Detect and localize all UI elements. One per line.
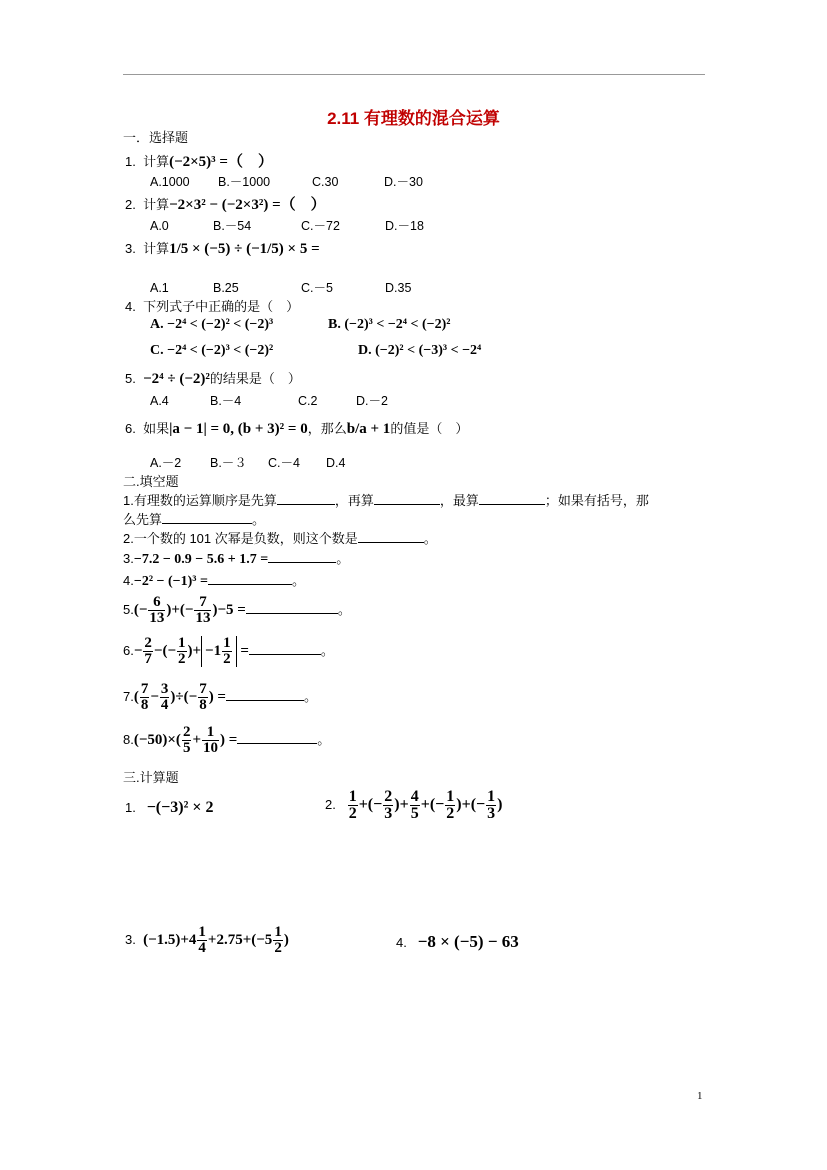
page-title: 2.11 有理数的混合运算	[327, 109, 500, 128]
option: D.－30	[384, 175, 423, 189]
question-text: 下列式子中正确的是（ ）	[143, 299, 300, 314]
fill-question-6	[123, 636, 334, 667]
option: D.35	[385, 281, 412, 295]
fill-question-4	[123, 570, 305, 590]
fill-text: 。	[336, 551, 350, 566]
question-number: 1.	[125, 800, 136, 815]
answer-blank[interactable]	[479, 492, 545, 505]
option: B.－３	[210, 456, 247, 470]
question-number: 4.	[396, 935, 407, 950]
fill-text: 。	[291, 573, 305, 588]
question-condition: |a − 1| = 0, (b + 3)² = 0	[169, 421, 308, 437]
fill-text: ，再算	[334, 493, 374, 508]
option: C.－4	[268, 456, 300, 470]
option: A.－2	[150, 456, 182, 470]
answer-blank[interactable]	[246, 601, 338, 614]
option: A.4	[150, 394, 169, 408]
question-prefix: 计算	[143, 241, 170, 256]
question-prefix: 如果	[143, 421, 170, 436]
option-q4-b: B. (−2)³ < −2⁴ < (−2)²	[328, 317, 451, 332]
fill-question-7	[123, 682, 317, 713]
section-heading-choice: 一．选择题	[123, 130, 189, 145]
question-number: 1.	[125, 154, 136, 169]
question-3	[125, 238, 320, 258]
answer-blank[interactable]	[277, 492, 335, 505]
option-q4-a: A. −2⁴ < (−2)² < (−2)³	[150, 317, 274, 332]
question-expression: −8 × (−5) − 63	[417, 932, 519, 951]
answer-blank[interactable]	[162, 511, 252, 524]
question-suffix: 的结果是（ ）	[209, 371, 301, 386]
question-expression: − $\frac{2}{7}$ −(− $\frac{1}{2}$ )+ −1 $\frac{1}{2}$ =	[133, 635, 249, 667]
question-expression: b/a + 1	[346, 421, 391, 437]
answer-blank[interactable]	[237, 731, 317, 744]
question-expression: −2×3² − (−2×3²) =（ ）	[169, 197, 326, 213]
question-expression: (−50)×( $\frac{2}{5}$ + $\frac{1}{10}$ ) =	[133, 724, 238, 756]
fill-text: 。	[317, 731, 331, 747]
question-expression: (−1.5)+4 $\frac{1}{4}$ +2.75+(−5 $\frac{1}{2}$ )	[143, 924, 289, 956]
question-expression: −2⁴ ÷ (−2)²	[143, 371, 210, 387]
option: B.－1000	[218, 175, 271, 189]
question-number: 8.	[123, 731, 134, 747]
section-heading-calc: 三.计算题	[123, 770, 179, 785]
question-2	[125, 193, 326, 214]
question-expression: −2² − (−1)³ =	[133, 574, 208, 589]
options-q3	[150, 278, 411, 296]
question-number: 2.	[325, 797, 336, 813]
calc-question-3	[125, 925, 289, 956]
question-prefix: 计算	[143, 154, 170, 169]
question-expression: ( $\frac{7}{8}$ − $\frac{3}{4}$ )÷(− $\frac{7}{8}$ ) =	[133, 681, 226, 713]
question-6	[125, 418, 468, 438]
fill-text: 么先算	[123, 512, 163, 527]
answer-blank[interactable]	[208, 572, 292, 585]
option-q4-c: C. −2⁴ < (−2)³ < (−2)²	[150, 343, 274, 358]
answer-blank[interactable]	[268, 550, 336, 563]
question-number: 4.	[125, 299, 136, 314]
question-expression: −7.2 − 0.9 − 5.6 + 1.7 =	[133, 552, 269, 567]
option: C.2	[298, 394, 318, 408]
section-heading-fill: 二.填空题	[123, 474, 179, 489]
fill-text: 。	[303, 688, 317, 704]
fill-question-1-cont	[123, 509, 265, 528]
option: A.1000	[150, 175, 190, 189]
question-number: 3.	[123, 551, 134, 566]
options-q6	[150, 453, 345, 471]
question-expression: −(−3)² × 2	[146, 799, 214, 816]
fill-text: 。	[423, 531, 437, 546]
question-number: 7.	[123, 688, 134, 704]
answer-blank[interactable]	[374, 492, 440, 505]
options-q5	[150, 391, 388, 409]
question-number: 2.	[125, 197, 136, 212]
fill-text: ；如果有括号，那	[544, 493, 649, 508]
option-q4-d: D. (−2)² < (−3)³ < −2⁴	[358, 343, 482, 358]
question-5	[125, 368, 301, 388]
fill-text: 。	[252, 512, 266, 527]
calc-question-4	[396, 932, 519, 952]
fill-question-2	[123, 528, 437, 547]
options-q1	[150, 172, 423, 190]
question-number: 3.	[125, 241, 136, 256]
question-suffix: 的值是（ ）	[390, 421, 469, 436]
question-number: 3.	[125, 931, 136, 947]
answer-blank[interactable]	[249, 642, 321, 655]
fill-text: 。	[320, 642, 334, 658]
question-prefix: 计算	[143, 197, 170, 212]
question-number: 5.	[125, 371, 136, 386]
option: D.－2	[356, 394, 388, 408]
fill-text: ，最算	[439, 493, 479, 508]
option: B.－4	[210, 394, 242, 408]
header-rule	[123, 74, 705, 75]
option: A.0	[150, 219, 169, 233]
fill-question-3	[123, 548, 349, 568]
fill-text: 。	[337, 601, 351, 617]
options-q2	[150, 216, 424, 234]
option: C.－72	[301, 219, 340, 233]
calc-question-1	[125, 799, 214, 817]
question-expression: (− $\frac{6}{13}$ )+(− $\frac{7}{13}$ )−5 =	[133, 594, 246, 626]
fill-text: 1.有理数的运算顺序是先算	[123, 493, 277, 508]
option: D.－18	[385, 219, 424, 233]
question-expression: 1/5 × (−5) ÷ (−1/5) × 5 =	[169, 241, 320, 257]
question-number: 6.	[123, 642, 134, 658]
calc-question-2	[325, 789, 502, 822]
option: C.30	[312, 175, 339, 189]
question-1	[125, 150, 273, 171]
fill-question-5	[123, 595, 351, 626]
question-4	[125, 296, 299, 315]
fill-text: 2.一个数的 101 次幂是负数，则这个数是	[123, 531, 358, 546]
question-expression: (−2×5)³ =（ ）	[169, 154, 273, 170]
option: D.4	[326, 456, 346, 470]
option: A.1	[150, 281, 169, 295]
question-number: 5.	[123, 601, 134, 617]
option: B.25	[213, 281, 239, 295]
answer-blank[interactable]	[226, 688, 304, 701]
answer-blank[interactable]	[358, 530, 424, 543]
question-number: 6.	[125, 421, 136, 436]
fill-question-1	[123, 490, 649, 509]
page-number: 1	[697, 1090, 703, 1102]
option: C.－5	[301, 281, 333, 295]
option: B.－54	[213, 219, 252, 233]
question-expression: $\frac{1}{2}$ +(− $\frac{2}{3}$ )+ $\frac{4}{5}$ +(− $\frac{1}{2}$ )+(− $\frac{1}{3}$ )	[348, 788, 503, 822]
fill-question-8	[123, 725, 330, 756]
question-number: 4.	[123, 573, 134, 588]
question-mid: ，那么	[307, 421, 347, 436]
